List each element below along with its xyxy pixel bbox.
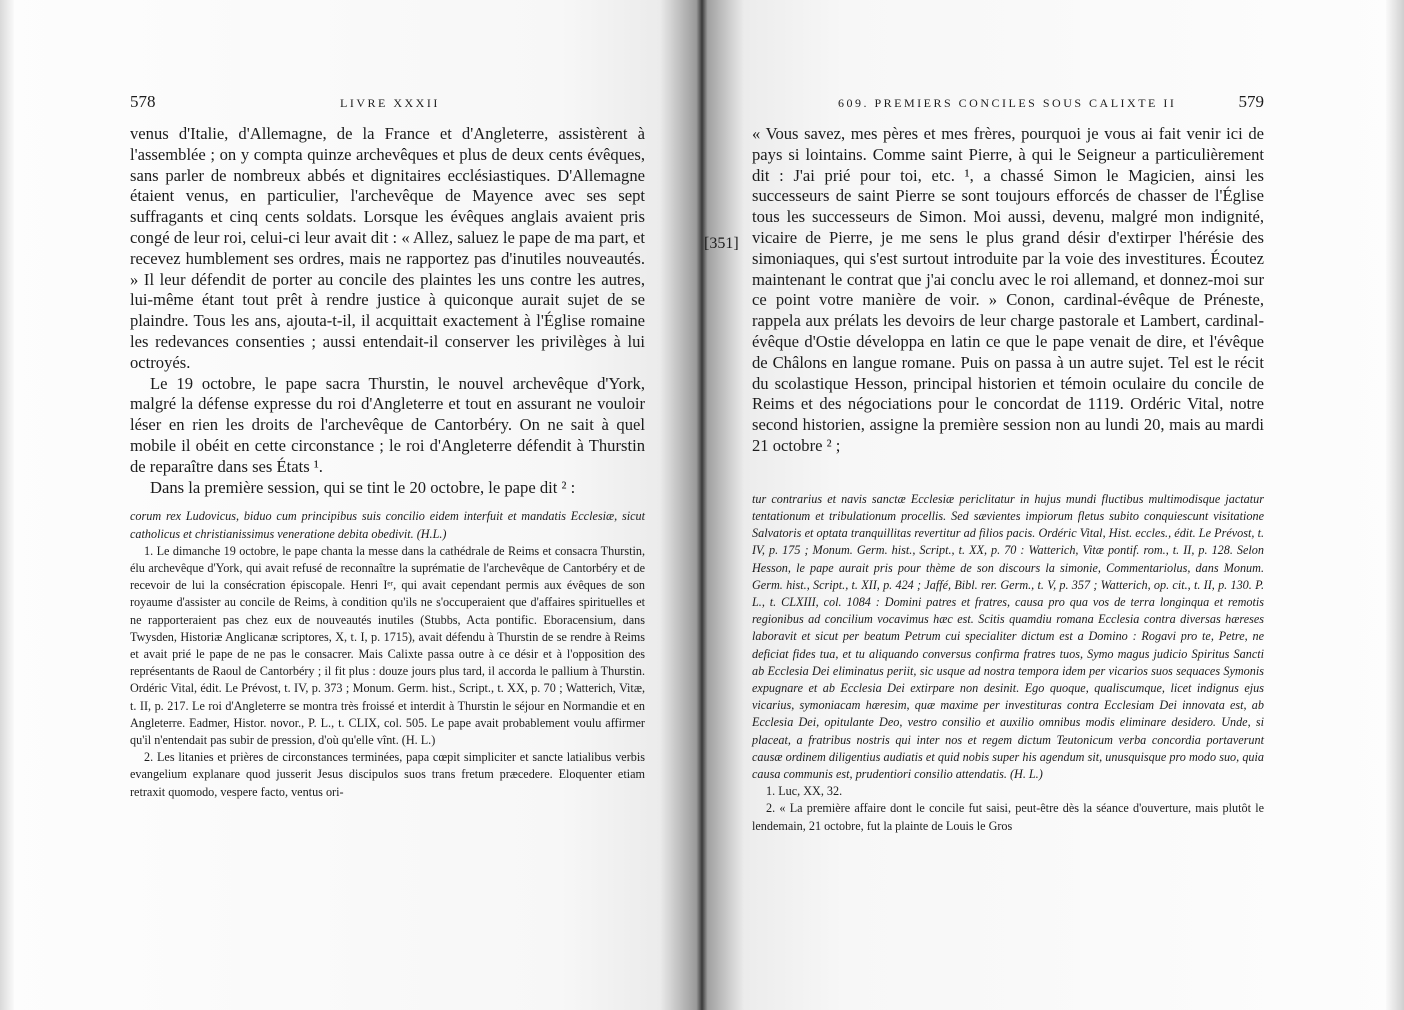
- paragraph: Le 19 octobre, le pape sacra Thurstin, le nouvel archevêque d'York, malgré la défense expresse du roi d'Angleterre et tout en assurant ne vouloir léser en rien les droits de l'archevêque de Cantorbéry. On ne sait à quel mobile il obéit en cette circonstance ; le roi d'Angleterre défendit à Thurstin de reparaître dans ses États ¹.: [130, 373, 645, 476]
- left-page: [130, 92, 645, 801]
- running-title: LIVRE XXXII: [340, 96, 440, 110]
- footnote: 2. Les litanies et prières de circonstances terminées, papa cœpit simpliciter et sancte latialibus verbis evangelium explanare quod jusserit Jesus discipulos suos trans fretum præcedere. Eloquenter etiam retraxit quomodo, vespere facto, ventus ori-: [130, 750, 645, 799]
- page-number: 578: [130, 92, 156, 111]
- footnote: 2. « La première affaire dont le concile fut saisi, peut-être dès la séance d'ouverture, mais plutôt le lendemain, 21 octobre, fut la plainte de Louis le Gros: [752, 801, 1264, 833]
- footnote-continuation: corum rex Ludovicus, biduo cum principibus suis concilio eidem interfuit et mandatis Ecclesiæ, sicut catholicus et christianissimus veneratione debita obedivit. (H.L.): [130, 509, 645, 541]
- right-body-text: [752, 124, 1264, 457]
- right-page: [704, 92, 1264, 835]
- margin-reference: [351]: [704, 235, 739, 252]
- footnote: 1. Luc, XX, 32.: [766, 784, 843, 799]
- left-body-text: [130, 124, 645, 498]
- left-page-edge: [0, 0, 14, 1010]
- right-page-edge: [1386, 0, 1404, 1010]
- page-number: 579: [1238, 92, 1264, 111]
- footnote-continuation: tur contrarius et navis sanctæ Ecclesiæ periclitatur in hujus mundi fluctibus multimodisque jactatur tentationum et tribulationum procellis. Sed sævientes impiorum fletus subito conquiescunt visitatione Salvatoris et optata tranquillitas revertitur ad filios pacis. Ordéric Vital, Hist. eccles., édit. Le Prévost, t. IV, p. 175 ; Monum. Germ. hist., Script., t. XX, p. 70 : Watterich, Vitæ pontif. rom., t. II, p. 128. Selon Hesson, le pape aurait pris pour thème de son discours la simonie, Commentariolus, dans Monum. Germ. hist., Script., t. XII, p. 424 ; Jaffé, Bibl. rer. Germ., t. V, p. 357 ; Watterich, op. cit., t. II, p. 130. P. L., t. CLXIII, col. 1084 : Domini patres et fratres, causa pro qua vos de terra longinqua et remotis regionibus ad concilium vocavimus hæc est. Scitis quamdiu romana Ecclesia contra diversas hæreses laboravit et sicut per beatum Petrum cui specialiter dictum est a Domino : Rogavi pro te, Petre, ne deficiat fides tua, et tu aliquando conversus confirma fratres tuos, Symo magus judicio Spiritus Sancti ab Ecclesia Dei eliminatus periit, sic usque ad nostra tempora idem per vicarios suos sequaces Symonis expugnare et ab Ecclesia Dei extirpare non desinit. Ego quoque, qualiscumque, licet indignus ejus vicarius, symoniacam hæresim, quæ maxime per investituras contra Ecclesiam Dei innovata est, ab Ecclesia Dei, opitulante Deo, vestro consilio et auxilio omnibus modis eliminare desidero. Unde, si placeat, a fratribus nostris qui inter nos et regem dictum Teutonicum verba concordia portaverunt causæ ordinem diligentius audiatis et quid nobis super his agendum sit, unusquisque pro modo suo, quia causa communis est, prudentiori consilio attendatis. (H. L.): [752, 491, 1264, 781]
- left-footnotes: [130, 508, 645, 800]
- paragraph: Dans la première session, qui se tint le 20 octobre, le pape dit ² :: [150, 477, 576, 497]
- paragraph: venus d'Italie, d'Allemagne, de la France et d'Angleterre, assistèrent à l'assemblée ; on y compta quinze archevêques et plus de deux cents évêques, sans parler de nombreux abbés et dignitaires ecclésiastiques. D'Allemagne étaient venus, en particulier, l'archevêque de Mayence avec ses sept suffragants et cinq cents soldats. Lorsque les évêques anglais avaient pris congé de leur roi, celui-ci leur avait dit : « Allez, saluez le pape de ma part, et recevez humblement ses ordres, mais ne rapportez pas d'inutiles nouveautés. » Il leur défendit de porter au concile des plaintes les uns contre les autres, lui-même étant tout prêt à rendre justice à quiconque aurait sujet de se plaindre. Tous les ans, ajouta-t-il, il acquittait exactement à l'Église romaine les redevances consenties ; aussi entendait-il conserver les privilèges à lui octroyés.: [130, 124, 645, 372]
- footnote: 1. Le dimanche 19 octobre, le pape chanta la messe dans la cathédrale de Reims et consacra Thurstin, élu archevêque d'York, qui avait refusé de reconnaître la suprématie de l'archevêque de Cantorbéry et de recevoir de lui la consécration épiscopale. Henri Iᵉʳ, qui avait cependant permis aux évêques de son royaume d'assister au concile de Reims, à condition qu'ils ne s'occuperaient que d'affaires spirituelles et ne rapporteraient pas chez eux de nouveautés inutiles (Stubbs, Acta pontific. Eboracensium, dans Twysden, Historiæ Anglicanæ scriptores, X, t. I, p. 1715), avait défendu à Thurstin de se rendre à Reims et avait prié le pape de ne pas le consacrer. Mais Calixte passa outre à ce désir et à l'opposition des représentants de Raoul de Cantorbéry ; il fit plus : douze jours plus tard, il accorda le pallium à Thurstin. Ordéric Vital, édit. Le Prévost, t. IV, p. 373 ; Monum. Germ. hist., Script., t. XX, p. 70 ; Watterich, Vitæ, t. II, p. 217. Le roi d'Angleterre se montra très froissé et interdit à Thurstin le séjour en Normandie et en Angleterre. Eadmer, Histor. novor., P. L., t. CLIX, col. 505. Le pape avait probablement voulu affirmer qu'il n'entendait pas subir de pression, d'où qu'elle vînt. (H. L.): [130, 543, 645, 747]
- left-page-header: [130, 92, 645, 116]
- paragraph: « Vous savez, mes pères et mes frères, pourquoi je vous ai fait venir ici de pays si lointains. Comme saint Pierre, à qui le Seigneur a particulièrement dit : J'ai prié pour toi, etc. ¹, a chassé Simon le Magicien, ainsi les successeurs de saint Pierre se sont toujours efforcés de chasser de l'Église tous les successeurs de Simon. Moi aussi, devenu, malgré mon indignité, vicaire de Pierre, je me sens le plus grand désir d'extirper l'hérésie des simoniaques, qui s'est surtout introduite par la voie des investitures. Écoutez maintenant le contrat que j'ai conclu avec le roi allemand, et donnez-moi sur ce point votre manière de voir. » Conon, cardinal-évêque de Préneste, rappela aux prélats les devoirs de leur charge pastorale et Lambert, cardinal-évêque d'Ostie développa en latin ce que le pape venait de dire, et l'évêque de Châlons en langue romane. Puis on passa à un autre sujet. Tel est le récit du scolastique Hesson, principal historien et témoin oculaire du concile de Reims et des négociations pour le concordat de 1119. Ordéric Vital, notre second historien, assigne la première session non au lundi 20, mais au mardi 21 octobre ² ;: [752, 124, 1264, 455]
- right-footnotes: [752, 491, 1264, 835]
- right-page-header: [752, 92, 1264, 116]
- running-title: 609. PREMIERS CONCILES SOUS CALIXTE II: [838, 96, 1177, 110]
